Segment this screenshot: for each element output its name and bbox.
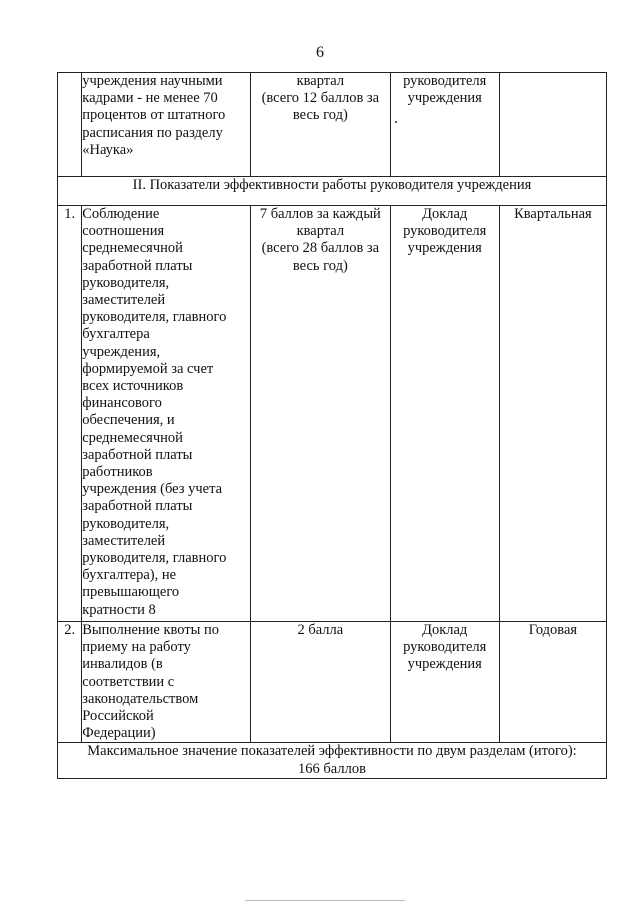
- description-line: бухгалтера: [82, 326, 150, 343]
- table-row: [58, 206, 607, 622]
- report-line: учреждения: [407, 240, 482, 257]
- description-line: кратности 8: [82, 601, 156, 618]
- total-line: Максимальное значение показателей эффективности по двум разделам (итого):: [87, 743, 577, 760]
- description-line: Федерации): [82, 725, 156, 742]
- section-heading-row: [58, 177, 607, 206]
- cell-score: [251, 206, 391, 622]
- total-row: [58, 743, 607, 778]
- description-line: Соблюдение: [82, 206, 160, 222]
- description-line: заместителей: [82, 532, 166, 549]
- description-line: заработной платы: [82, 446, 193, 463]
- description-line: заместителей: [82, 292, 166, 309]
- cell-report: [390, 622, 499, 743]
- description-line: учреждения,: [82, 343, 161, 360]
- scan-speck: [395, 121, 397, 123]
- description-line: заработной платы: [82, 498, 193, 515]
- cell-description: [82, 73, 251, 177]
- description-line: превышающего: [82, 584, 180, 601]
- description-line: расписания по разделу: [82, 124, 223, 141]
- description-line: среднемесячной: [82, 240, 183, 257]
- total-cell: [58, 743, 607, 778]
- description-line: соответствии с: [82, 673, 175, 690]
- description-line: бухгалтера), не: [82, 567, 177, 584]
- description-line: всех источников: [82, 378, 184, 395]
- score-line: квартал: [296, 73, 345, 89]
- description-line: кадрами - не менее 70: [82, 90, 218, 107]
- cell-period: Квартальная: [499, 206, 606, 622]
- score-line: 7 баллов за каждый: [259, 206, 381, 222]
- description-line: соотношения: [82, 223, 165, 240]
- cell-score: [251, 622, 391, 743]
- report-line: руководителя: [403, 73, 487, 89]
- section-title: II. Показатели эффективности работы руководителя учреждения: [58, 177, 607, 206]
- description-line: Выполнение квоты по: [82, 622, 220, 638]
- description-line: инвалидов (в: [82, 656, 163, 673]
- report-line: руководителя: [403, 223, 487, 240]
- cell-report: [390, 73, 499, 177]
- score-line: 2 балла: [297, 622, 344, 638]
- cell-number: [58, 73, 82, 177]
- description-line: законодательством: [82, 690, 199, 707]
- description-line: руководителя,: [82, 515, 170, 532]
- table-row: [58, 622, 607, 743]
- cell-number: 2.: [58, 622, 82, 743]
- table-row-continuation: [58, 73, 607, 177]
- description-line: учреждения научными: [82, 73, 223, 89]
- description-line: работников: [82, 464, 153, 481]
- scan-edge-line: [245, 900, 405, 901]
- report-line: руководителя: [403, 639, 487, 656]
- total-line: 166 баллов: [298, 760, 366, 777]
- description-line: обеспечения, и: [82, 412, 175, 429]
- score-line: весь год): [292, 257, 348, 274]
- description-line: руководителя, главного: [82, 309, 227, 326]
- description-line: формируемой за счет: [82, 360, 214, 377]
- score-line: весь год): [292, 107, 348, 124]
- cell-description: [82, 206, 251, 622]
- indicators-table: [57, 72, 607, 779]
- description-line: среднемесячной: [82, 429, 183, 446]
- report-line: учреждения: [407, 656, 482, 673]
- cell-number: 1.: [58, 206, 82, 622]
- score-line: (всего 28 баллов за: [261, 240, 380, 257]
- cell-period: Годовая: [499, 622, 606, 743]
- cell-report: [390, 206, 499, 622]
- description-line: руководителя,: [82, 274, 170, 291]
- score-line: квартал: [296, 223, 345, 240]
- description-line: учреждения (без учета: [82, 481, 223, 498]
- score-line: (всего 12 баллов за: [261, 90, 380, 107]
- cell-period: [499, 73, 606, 177]
- report-line: учреждения: [407, 90, 482, 107]
- description-line: «Наука»: [82, 141, 134, 158]
- description-line: Российской: [82, 708, 154, 725]
- page-number: 6: [316, 44, 324, 61]
- cell-description: [82, 622, 251, 743]
- description-line: процентов от штатного: [82, 107, 226, 124]
- description-line: приему на работу: [82, 639, 191, 656]
- report-line: Доклад: [422, 206, 468, 222]
- description-line: финансового: [82, 395, 162, 412]
- report-line: Доклад: [422, 622, 468, 638]
- cell-score: [251, 73, 391, 177]
- description-line: руководителя, главного: [82, 550, 227, 567]
- description-line: заработной платы: [82, 257, 193, 274]
